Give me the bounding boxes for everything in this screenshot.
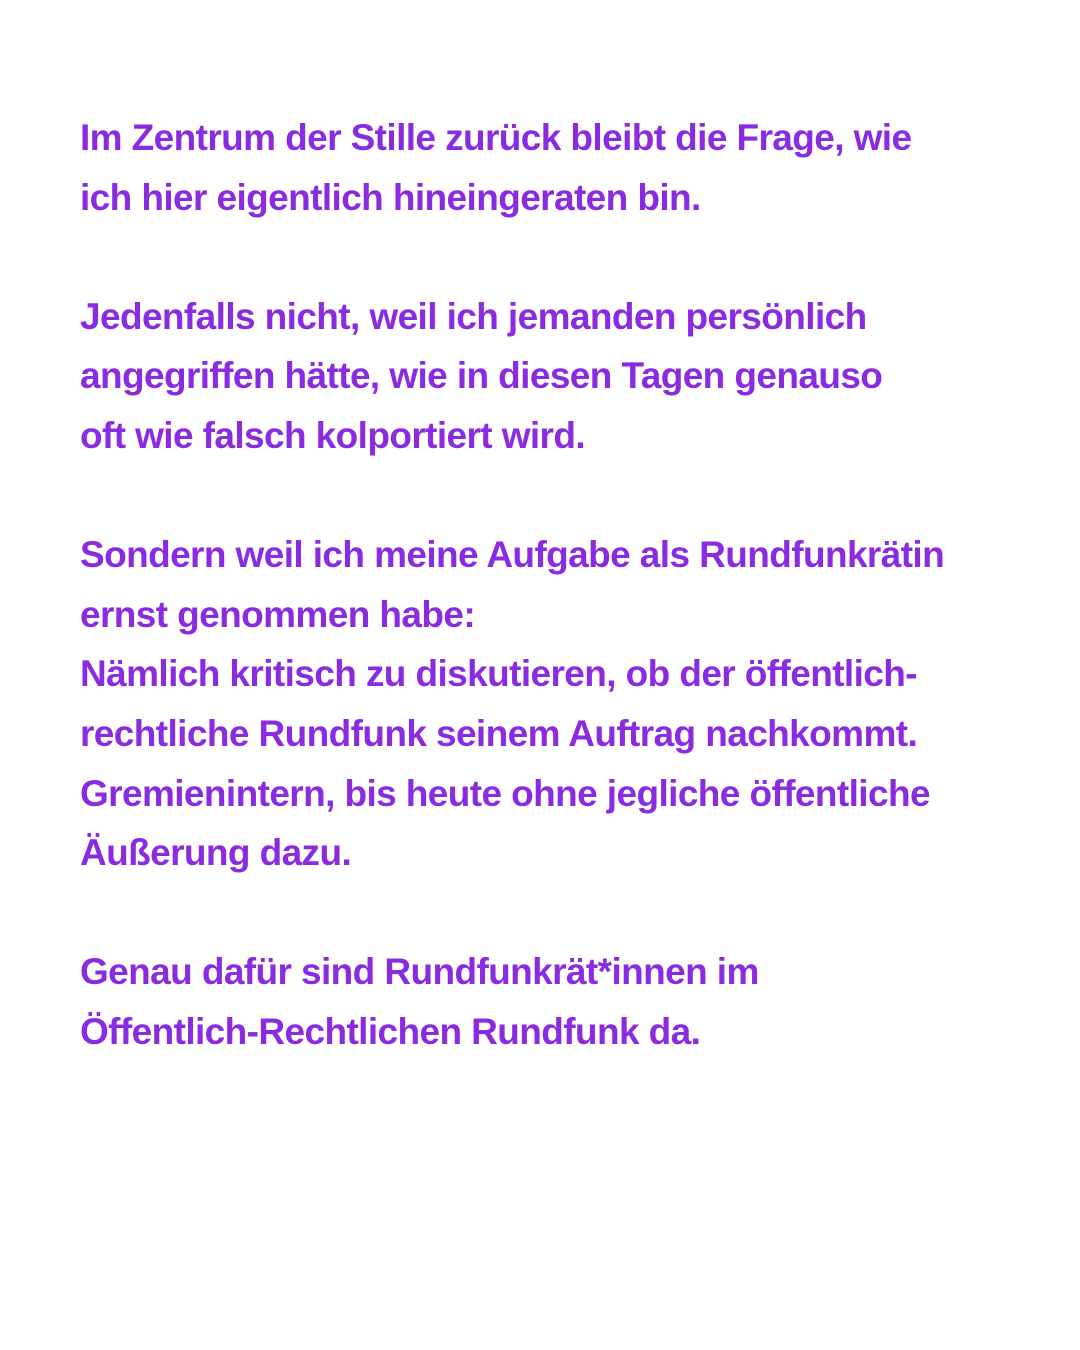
paragraph-spacer xyxy=(80,227,1010,287)
paragraph-spacer xyxy=(80,466,1010,526)
text-line: Sondern weil ich meine Aufgabe als Rundfunkrätin xyxy=(80,534,945,576)
text-line: Nämlich kritisch zu diskutieren, ob der öffentlich- xyxy=(80,653,917,695)
text-line: Im Zentrum der Stille zurück bleibt die Frage, wie xyxy=(80,117,912,158)
paragraph-spacer xyxy=(80,883,1010,943)
text-line: ernst genommen habe: xyxy=(80,593,476,635)
text-line: rechtliche Rundfunk seinem Auftrag nachkommt. xyxy=(80,712,918,754)
paragraph-question xyxy=(80,108,1010,227)
text-line: ich hier eigentlich hineingeraten bin. xyxy=(80,176,701,218)
paragraph-reason xyxy=(80,525,1010,883)
paragraph-conclusion xyxy=(80,942,1010,1061)
text-line: Jedenfalls nicht, weil ich jemanden persönlich xyxy=(80,295,867,337)
text-line: Äußerung dazu. xyxy=(80,832,352,874)
text-line: angegriffen hätte, wie in diesen Tagen genauso xyxy=(80,355,883,397)
paragraph-denial xyxy=(80,287,1010,466)
text-line: Öffentlich-Rechtlichen Rundfunk da. xyxy=(80,1010,701,1052)
statement-text xyxy=(80,108,1010,1062)
text-line: Genau dafür sind Rundfunkrät*innen im xyxy=(80,951,759,993)
text-line: Gremienintern, bis heute ohne jegliche öffentliche xyxy=(80,772,930,814)
text-line: oft wie falsch kolportiert wird. xyxy=(80,414,586,456)
